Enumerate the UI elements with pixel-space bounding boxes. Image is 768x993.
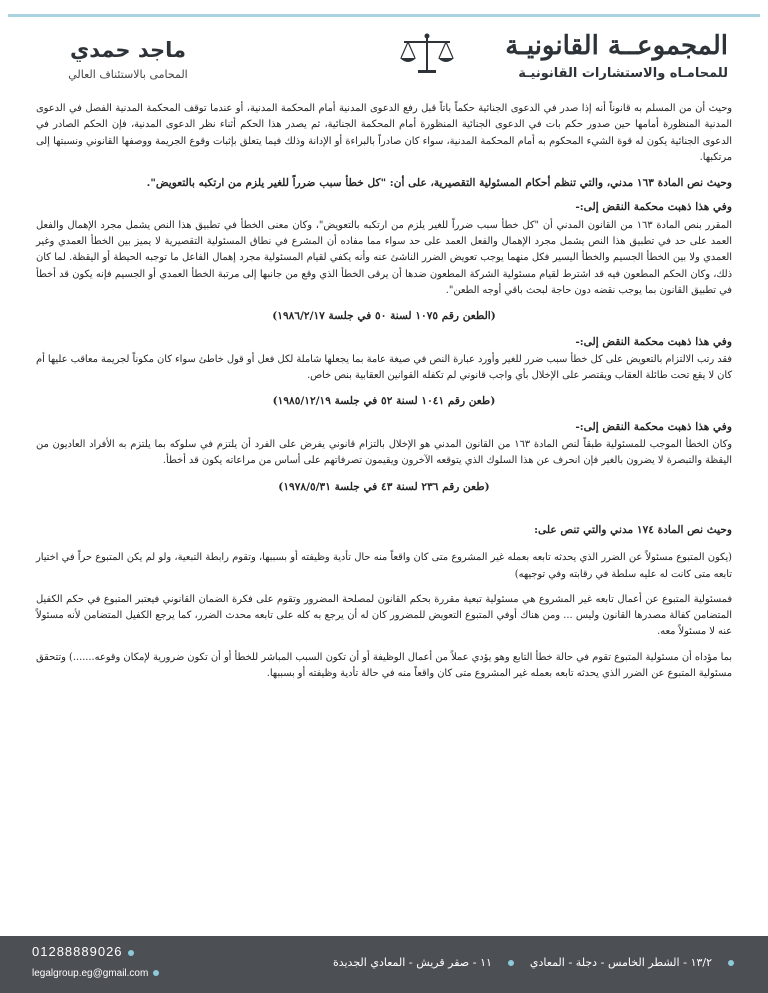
lawyer-block — [38, 38, 218, 81]
bullet-dot-icon — [153, 970, 159, 976]
bullet-dot-icon — [508, 960, 514, 966]
article-163-heading: وحيث نص المادة ١٦٣ مدني، والتي تنظم أحكام المسئولية التقصيرية، على أن: "كل خطأ سبب ضرراً للغير يلزم من ارتكبه بالتعويض". — [146, 177, 732, 190]
citation-3: (طعن رقم ٢٣٦ لسنة ٤٣ في جلسة ١٩٧٨/٥/٣١) — [278, 480, 490, 493]
footer-email — [32, 968, 164, 979]
brand-title: المجموعــة القانونيـة — [505, 31, 728, 61]
paragraph-5: (يكون المتبوع مسئولاً عن الضرر الذي يحدثه تابعه بعمله غير المشروع متى كان واقعاً منه حال تأدية وظيفته أو بسببها، وتقوم رابطة التبعية، ولو لم يكن المتبوع حراً في اختيار تابعه متى كانت له عليه سلطة في رقابته وفي توجيهه) — [36, 552, 732, 580]
brand-block — [505, 32, 728, 81]
footer-phone — [32, 944, 164, 959]
paragraph-6: فمسئولية المتبوع عن أعمال تابعه غير المشروع هي مسئولية تبعية مقررة بحكم القانون لمصلحة المضرور وتقوم على فكرة الضمان القانوني فيعتبر المتبوع في حكم الكفيل المتضامن كفالة مصدرها القانون وليس ... ومن هناك أوفي المتبوع التعويض للمضرور كان له أن يرجع به كله على تابعه محدث الضرر، كما يرجع الكفيل المتضامن لأنه مسئولاً عنه لا مسئولاً معه. — [36, 593, 732, 638]
citation-2: (طعن رقم ١٠٤١ لسنة ٥٢ في جلسة ١٩٨٥/١٢/١٩) — [272, 395, 496, 408]
paragraph-1: وحيث أن من المسلم به قانوناً أنه إذا صدر في الدعوى الجنائية حكماً باتاً قبل رفع الدعوى المدنية أمام المحكمة المدنية، أو عندما توقف المحكمة المدنية الفصل في الدعوى المدنية المنظورة أمامها حين صدور حكم بات في الدعوى الجنائية المنظورة أمام المحكمة الجنائية، ثم يصدر هذا الحكم أثناء نظر الدعوى المدنية، فإن الحكم الصادر في الدعوى الجنائية يكون له قوة الشيء المحكوم به أمام المحكمة المدنية، سواء كان صادراً بالبراءة أو الإدانة وذلك فيما يتعلق بإثبات وقوع الجريمة ووصفها القانوني ونسبتها إلى مرتكبها. — [36, 103, 732, 163]
paragraph-4: وكان الخطأ الموجب للمسئولية طبقاً لنص المادة ١٦٣ من القانون المدني هو الإخلال بالتزام قانوني يفرض على الفرد أن يلتزم في سلوكه بما يلتزم به الأفراد العاديون من اليقظة والتبصرة لا يضرون بالغير فإن انحرف عن هذا السلوك الذي يتوقعه الآخرون ويقيمون تصرفاتهم على أساس من مراعاته يكون قد أخطأ. — [36, 439, 733, 467]
article-174-heading: وحيث نص المادة ١٧٤ مدني والتي تنص على: — [534, 523, 732, 536]
cassation-heading-2: وفي هذا ذهبت محكمة النقض إلى:- — [575, 335, 732, 348]
footer-contact — [32, 944, 164, 979]
email-address: legalgroup.eg@gmail.com — [32, 968, 149, 979]
document-body — [36, 101, 732, 691]
paragraph-2: المقرر بنص المادة ١٦٣ من القانون المدني أن "كل خطأ سبب ضرراً للغير يلزم من ارتكبه بالتعويض"، وكان معنى الخطأ في تطبيق هذا النص يشمل مجرد الإهمال والفعل العمد على حد في تطبيق هذا النص يشمل مجرد الإهمال والفعل العمد على حد سواء مما مفاده أن المشرع في نطاق المسئولية التقصيرية لا يميز بين الخطأ العمدي وغير العمدي ولا بين الخطأ الجسيم والخطأ اليسير فكل منهما يوجب تعويض الضرر الناشئ عنه وأنه يكفي لقيام المسئولية مجرد إهمال الفاعل ما توجبه الحيطة أو اليقظة. لما كان ذلك، وكان الحكم المطعون فيه قد اشترط لقيام مسئولية الشركة المطعون ضدها أن يرقى الخطأ الذي وقع من جانبها إلى مرتبة الخطأ العمدي أو الجسيم فإنه يكون قد أخطأ في تطبيق القانون بما يوجب نقضه دون حاجة لبحث باقي أوجه الطعن". — [36, 219, 732, 296]
top-accent-rule — [8, 14, 760, 17]
address-2: ١١ - صقر قريش - المعادي الجديدة — [332, 956, 492, 969]
footer-bar — [0, 936, 768, 993]
paragraph-7: بما مؤداه أن مسئولية المتبوع تقوم في حالة خطأ التابع وهو يؤدي عملاً من أعمال الوظيفة أو أن تكون السبب المباشر للخطأ أو أن تكون ضرورية لإمكان وقوعه.......) وتتحقق مسئولية المتبوع عن الضرر الذي يحدثه تابعه بعمله غير المشروع متى كان واقعاً منه في حالة تأدية وظيفته أو بسببها. — [36, 651, 732, 680]
address-1: ١٣/٢ - الشطر الخامس - دجلة - المعادي — [529, 956, 712, 969]
paragraph-3: فقد رتب الالتزام بالتعويض على كل خطأ سبب ضرر للغير وأورد عبارة النص في صيغة عامة بما يجعلها شاملة لكل فعل أو قول خاطئ سواء كان مكوناً لجريمة معاقب عليها أم كان لا يقع تحت طائلة العقاب ويقتصر على الإخلال بأي واجب قانوني لم تكفله القوانين العقابية بنص خاص. — [36, 353, 732, 382]
citation-1: (الطعن رقم ١٠٧٥ لسنة ٥٠ في جلسة ١٩٨٦/٢/١٧) — [272, 310, 496, 323]
footer-addresses — [325, 956, 742, 969]
bullet-dot-icon — [128, 950, 134, 956]
brand-subtitle: للمحامـاه والاستشارات القانونيـة — [518, 65, 728, 81]
phone-number: 01288889026 — [32, 944, 123, 959]
lawyer-title: المحامى بالاستئناف العالي — [68, 68, 188, 81]
spacer — [36, 540, 732, 550]
bullet-dot-icon — [728, 960, 734, 966]
spacer — [36, 504, 732, 514]
cassation-heading-1: وفي هذا ذهبت محكمة النقض إلى:- — [575, 201, 732, 214]
letterhead — [0, 28, 768, 88]
lawyer-name: ماجد حمدي — [69, 38, 187, 62]
scales-of-justice-icon — [398, 32, 456, 78]
cassation-heading-3: وفي هذا ذهبت محكمة النقض إلى:- — [575, 420, 732, 433]
